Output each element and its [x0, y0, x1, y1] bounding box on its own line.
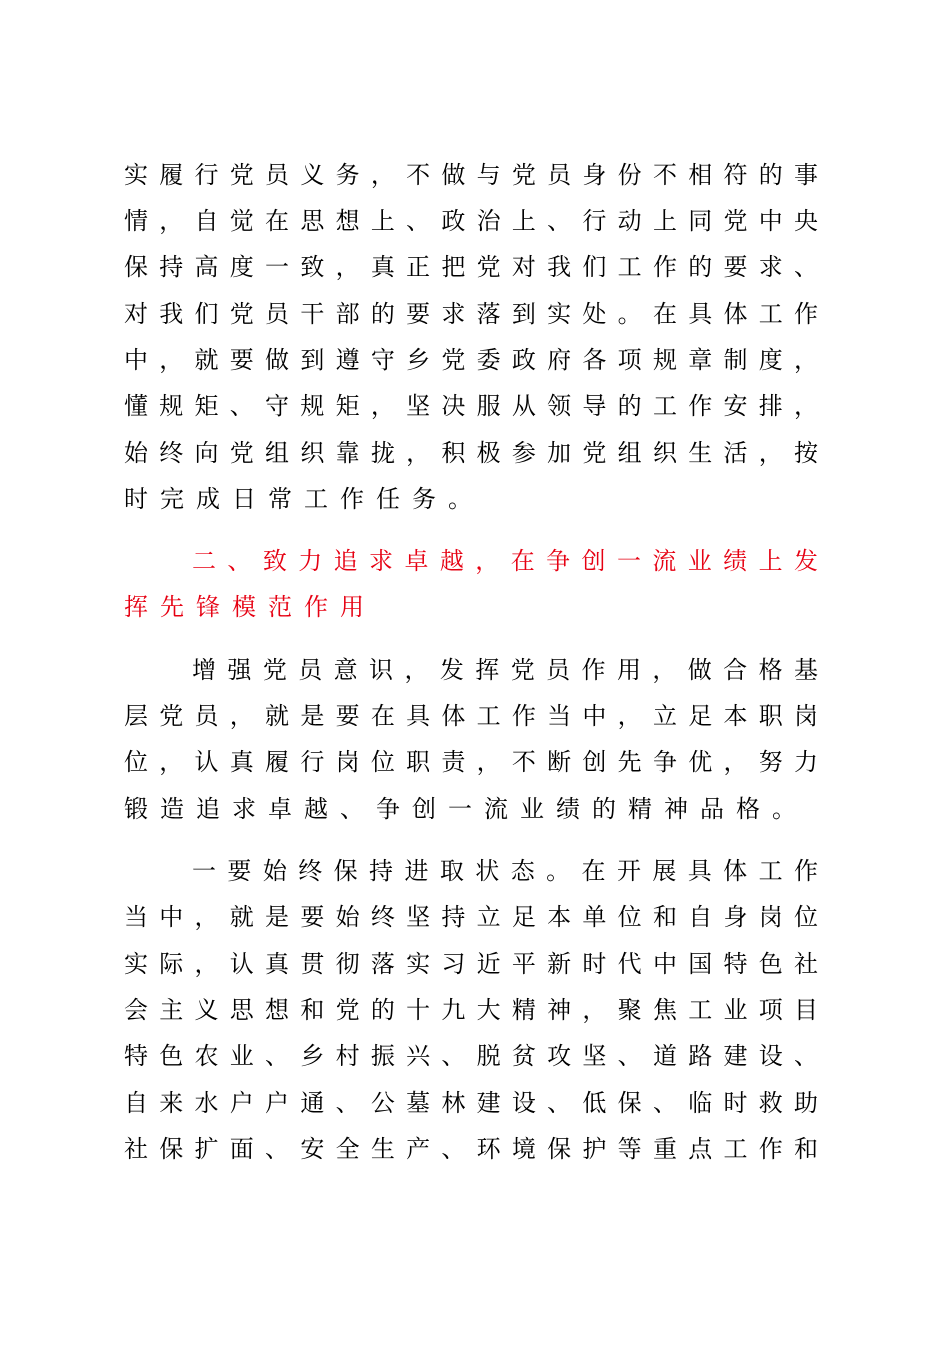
text-line: 中，就要做到遵守乡党委政府各项规章制度，: [124, 346, 820, 374]
heading-line: 挥先锋模范作用: [124, 593, 376, 621]
text-line: 锻造追求卓越、争创一流业绩的精神品格。: [124, 795, 808, 823]
text-line: 位，认真履行岗位职责，不断创先争优，努力: [124, 748, 820, 776]
text-line: 实履行党员义务，不做与党员身份不相符的事: [124, 161, 820, 189]
text-line: 增强党员意识，发挥党员作用，做合格基: [192, 656, 820, 684]
text-line: 一要始终保持进取状态。在开展具体工作: [192, 857, 820, 885]
text-line: 当中，就是要始终坚持立足本单位和自身岗位: [124, 903, 820, 931]
text-line: 时完成日常工作任务。: [124, 485, 484, 513]
text-line: 自来水户户通、公墓林建设、低保、临时救助: [124, 1089, 820, 1117]
text-line: 会主义思想和党的十九大精神，聚焦工业项目: [124, 996, 820, 1024]
text-line: 懂规矩、守规矩，坚决服从领导的工作安排，: [124, 392, 820, 420]
text-line: 始终向党组织靠拢，积极参加党组织生活，按: [124, 439, 820, 467]
text-line: 实际，认真贯彻落实习近平新时代中国特色社: [124, 950, 820, 978]
text-line: 特色农业、乡村振兴、脱贫攻坚、道路建设、: [124, 1042, 820, 1070]
text-line: 对我们党员干部的要求落到实处。在具体工作: [124, 300, 820, 328]
text-line: 层党员，就是要在具体工作当中，立足本职岗: [124, 702, 820, 730]
text-line: 情，自觉在思想上、政治上、行动上同党中央: [124, 207, 820, 235]
text-line: 保持高度一致，真正把党对我们工作的要求、: [124, 253, 820, 281]
text-line: 社保扩面、安全生产、环境保护等重点工作和: [124, 1135, 820, 1163]
heading-line: 二、致力追求卓越，在争创一流业绩上发: [192, 547, 820, 575]
